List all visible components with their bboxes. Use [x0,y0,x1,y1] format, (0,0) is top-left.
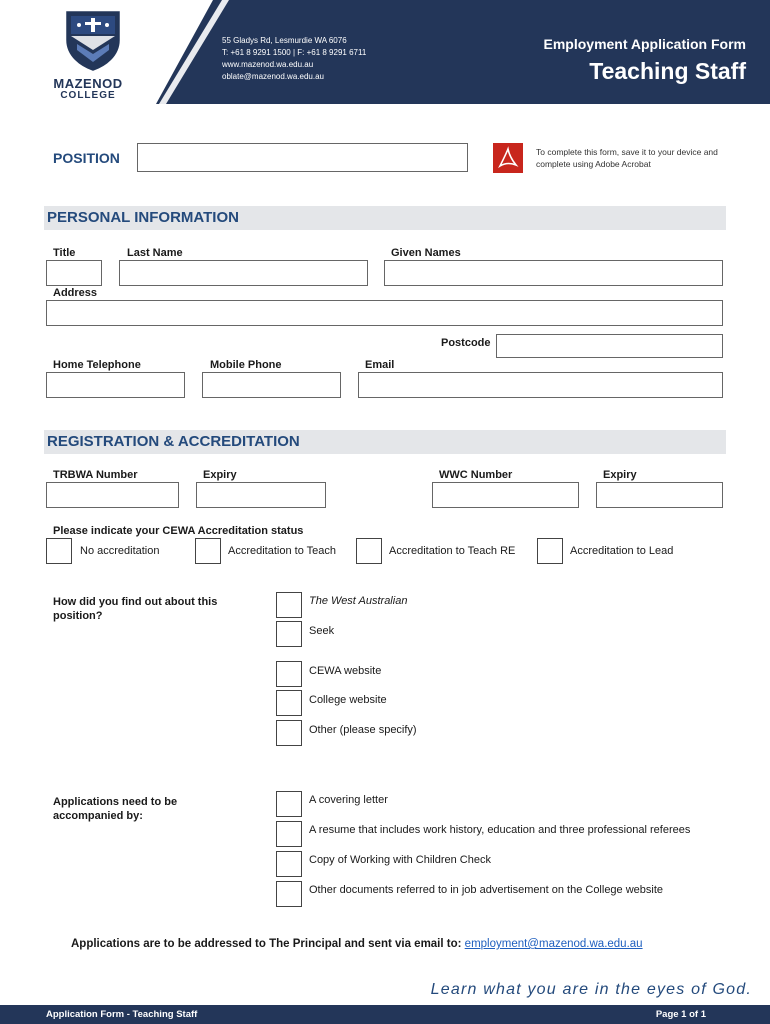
source-option-seek: Seek [309,625,335,637]
title-label: Title [53,247,76,259]
contact-address: 55 Gladys Rd, Lesmurdie WA 6076 [222,36,347,45]
accompany-question: Applications need to be accompanied by: [53,796,178,822]
expiry1-input[interactable] [196,482,326,508]
address-label: Address [53,287,98,299]
registration-heading: REGISTRATION & ACCREDITATION [47,433,300,450]
position-input[interactable] [137,143,468,172]
expiry2-label: Expiry [603,469,637,481]
source-checkbox-west-australian[interactable] [276,592,302,618]
expiry2-input[interactable] [596,482,723,508]
accompany-option-other-docs: Other documents referred to in job advertisement on the College website [309,884,664,896]
email-label: Email [365,359,395,371]
footer-left-text: Application Form - Teaching Staff [46,1009,198,1020]
form-title: Employment Application Form [543,36,746,52]
source-checkbox-cewa[interactable] [276,661,302,687]
cewa-checkbox-lead[interactable] [537,538,563,564]
cewa-checkbox-teach-re[interactable] [356,538,382,564]
source-checkbox-college[interactable] [276,690,302,716]
position-label: POSITION [53,150,120,166]
source-option-cewa: CEWA website [309,665,382,677]
trbwa-label: TRBWA Number [53,469,138,481]
source-option-west-australian: The West Australian [309,595,408,607]
cewa-option-teach-re: Accreditation to Teach RE [389,545,516,557]
accompany-checkbox-resume[interactable] [276,821,302,847]
college-motto: Learn what you are in the eyes of God. [430,981,752,998]
postcode-label: Postcode [441,337,491,349]
home-phone-label: Home Telephone [53,359,141,371]
college-crest-icon [65,10,121,72]
form-subtitle: Teaching Staff [589,58,746,84]
footer-bar [0,1005,770,1024]
college-name: MAZENOD [53,76,123,91]
expiry1-label: Expiry [203,469,237,481]
last-name-input[interactable] [119,260,368,286]
wwc-label: WWC Number [439,469,513,481]
last-name-label: Last Name [127,247,183,259]
submission-text: Applications are to be addressed to The Principal and sent via email to: [71,938,462,950]
given-names-label: Given Names [391,247,461,259]
source-option-other: Other (please specify) [309,724,417,736]
source-option-college: College website [309,694,387,706]
submission-line [71,938,643,950]
personal-section-header [44,206,726,230]
given-names-input[interactable] [384,260,723,286]
title-input[interactable] [46,260,102,286]
cewa-option-none: No accreditation [80,545,160,557]
accompany-checkbox-wwc[interactable] [276,851,302,877]
cewa-option-teach: Accreditation to Teach [228,545,337,557]
wwc-input[interactable] [432,482,579,508]
personal-heading: PERSONAL INFORMATION [47,209,239,226]
email-input[interactable] [358,372,723,398]
cewa-question: Please indicate your CEWA Accreditation status [53,525,304,537]
trbwa-input[interactable] [46,482,179,508]
contact-email[interactable]: oblate@mazenod.wa.edu.au [222,72,324,81]
source-checkbox-seek[interactable] [276,621,302,647]
source-checkbox-other[interactable] [276,720,302,746]
college-subname: COLLEGE [60,90,116,101]
accompany-option-cover-letter: A covering letter [309,794,388,806]
mobile-input[interactable] [202,372,341,398]
acrobat-note: To complete this form, save it to your device and complete using Adobe Acrobat [536,147,718,169]
mobile-label: Mobile Phone [210,359,282,371]
submission-email-link[interactable]: employment@mazenod.wa.edu.au [464,938,643,950]
pdf-icon [493,143,523,173]
source-question: How did you find out about this position? [53,596,218,622]
cewa-option-lead: Accreditation to Lead [570,545,674,557]
accompany-option-resume: A resume that includes work history, education and three professional referees [309,824,691,836]
contact-phone: T: +61 8 9291 1500 | F: +61 8 9291 6711 [222,48,367,57]
address-input[interactable] [46,300,723,326]
accompany-checkbox-cover-letter[interactable] [276,791,302,817]
cewa-checkbox-none[interactable] [46,538,72,564]
footer-page-number: Page 1 of 1 [655,1009,706,1020]
header [0,0,770,104]
accompany-checkbox-other-docs[interactable] [276,881,302,907]
contact-web[interactable]: www.mazenod.wa.edu.au [222,60,314,69]
cewa-checkbox-teach[interactable] [195,538,221,564]
accompany-option-wwc: Copy of Working with Children Check [309,854,491,866]
registration-section-header [44,430,726,454]
postcode-input[interactable] [496,334,723,358]
home-phone-input[interactable] [46,372,185,398]
